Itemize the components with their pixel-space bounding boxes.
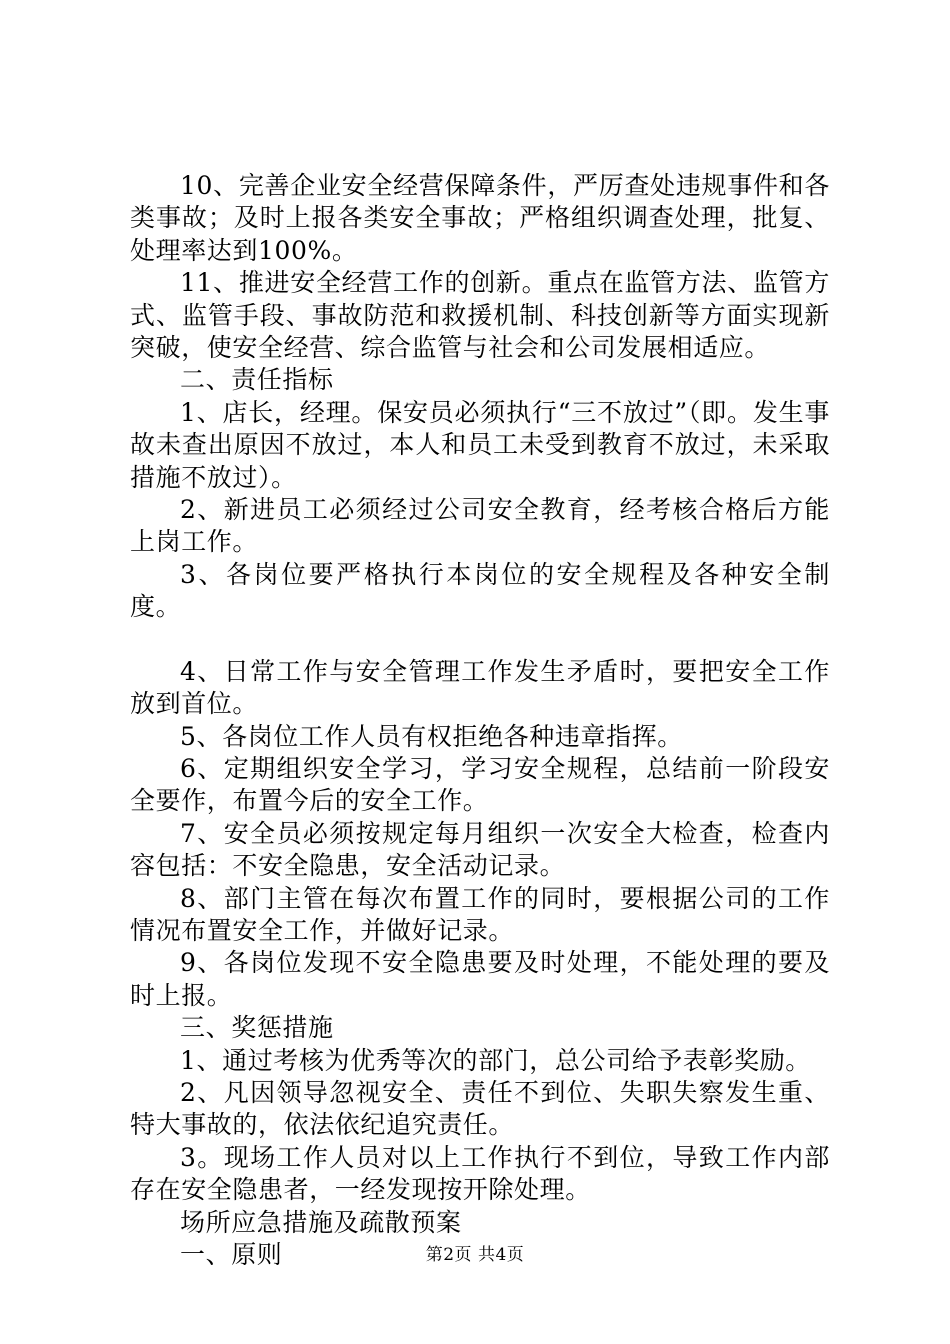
section-heading-rewards: 三、奖惩措施 <box>180 1013 334 1043</box>
paragraph-responsibility-1: 1、店长，经理。保安员必须执行“三不放过”（即。发生事故未查出原因不放过，本人和员工未受到教育不放过，未采取措施不放过）。 <box>130 397 830 492</box>
paragraph-responsibility-4: 4、日常工作与安全管理工作发生矛盾时，要把安全工作放到首位。 <box>130 656 830 719</box>
paragraph-responsibility-2: 2、新进员工必须经过公司安全教育，经考核合格后方能上岗工作。 <box>130 495 830 557</box>
paragraph-responsibility-5: 5、各岗位工作人员有权拒绝各种违章指挥。 <box>180 721 683 751</box>
document-body <box>130 170 830 1271</box>
section-heading-responsibility: 二、责任指标 <box>180 365 334 395</box>
paragraph-item-11: 11、推进安全经营工作的创新。重点在监管方法、监管方式、监管手段、事故防范和救援机制、科技创新等方面实现新突破，使安全经营、综合监管与社会和公司发展相适应。 <box>130 268 830 363</box>
section-title-emergency-plan: 场所应急措施及疏散预案 <box>180 1207 462 1237</box>
paragraph-rewards-3: 3。现场工作人员对以上工作执行不到位，导致工作内部存在安全隐患者，一经发现按开除处理。 <box>130 1142 830 1205</box>
section-heading-principles: 一、原则 <box>180 1240 283 1269</box>
blank-line <box>130 624 830 656</box>
paragraph-rewards-1: 1、通过考核为优秀等次的部门，总公司给予表彰奖励。 <box>180 1045 811 1075</box>
paragraph-item-10: 10、完善企业安全经营保障条件，严厉查处违规事件和各类事故；及时上报各类安全事故；严格组织调查处理，批复、处理率达到100%。 <box>130 171 830 265</box>
paragraph-responsibility-9: 9、各岗位发现不安全隐患要及时处理，不能处理的要及时上报。 <box>130 948 830 1010</box>
paragraph-rewards-2: 2、凡因领导忽视安全、责任不到位、失职失察发生重、特大事故的，依法依纪追究责任。 <box>130 1077 830 1140</box>
paragraph-responsibility-7: 7、安全员必须按规定每月组织一次安全大检查，检查内容包括：不安全隐患，安全活动记录。 <box>130 818 830 881</box>
paragraph-responsibility-6: 6、定期组织安全学习，学习安全规程，总结前一阶段安全要作，布置今后的安全工作。 <box>130 753 830 816</box>
page-number-footer: 第2页 共4页 <box>425 1245 525 1265</box>
paragraph-responsibility-3: 3、各岗位要严格执行本岗位的安全规程及各种安全制度。 <box>130 559 830 622</box>
paragraph-responsibility-8: 8、部门主管在每次布置工作的同时，要根据公司的工作情况布置安全工作，并做好记录。 <box>130 883 830 945</box>
